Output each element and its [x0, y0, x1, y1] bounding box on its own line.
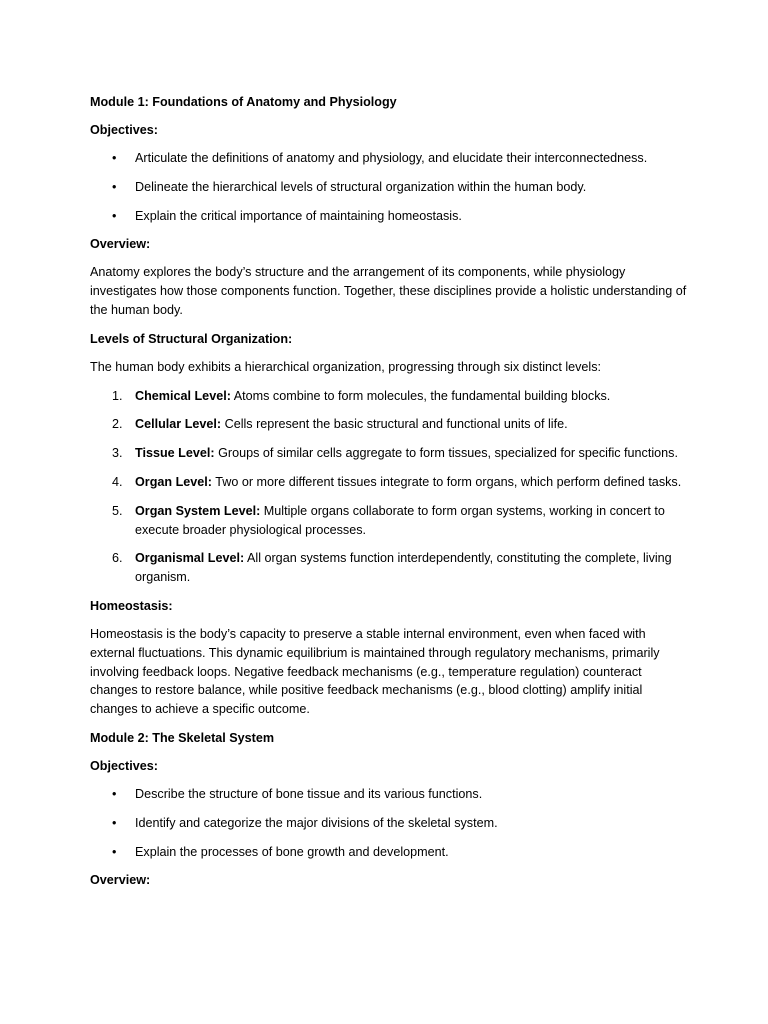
level-description: Multiple organs collaborate to form organ systems, working in concert to execute broader physiological processes.: [135, 503, 665, 537]
level-term: Tissue Level:: [135, 446, 215, 461]
objective-text: Articulate the definitions of anatomy and physiology, and elucidate their interconnectedness.: [135, 151, 648, 165]
objective-text: Delineate the hierarchical levels of structural organization within the human body.: [135, 179, 587, 194]
level-item: [90, 473, 690, 492]
bullet-marker: •: [112, 786, 117, 801]
module-2-objectives-heading: Objectives:: [90, 758, 158, 773]
module-1-overview-text: Anatomy explores the body’s structure and the arrangement of its components, while physiology investigates how those components function. Together, these disciplines provide a holistic understanding of the human body.: [90, 265, 687, 317]
level-item: [90, 415, 690, 434]
level-number: 5.: [112, 503, 123, 518]
objective-item: [90, 843, 690, 862]
objective-text: Explain the processes of bone growth and development.: [135, 844, 449, 859]
bullet-marker: •: [112, 815, 117, 830]
module-2-title: Module 2: The Skeletal System: [90, 730, 275, 745]
level-description: Groups of similar cells aggregate to form tissues, specialized for specific functions.: [214, 446, 678, 461]
homeostasis-text: Homeostasis is the body’s capacity to preserve a stable internal environment, even when faced with external fluctuations. This dynamic equilibrium is maintained through regulatory mechanisms, primarily involving feedback loops. Negative feedback mechanisms (e.g., temperature regulation) counteract changes to restore balance, while positive feedback mechanisms (e.g., blood clotting) amplify initial changes to achieve a specific outcome.: [90, 626, 660, 717]
objective-item: [90, 207, 690, 226]
document-content: [90, 93, 690, 899]
objective-item: [90, 149, 690, 168]
level-term: Chemical Level:: [135, 388, 231, 403]
module-1-overview-heading: Overview:: [90, 237, 151, 252]
module-1-objectives-heading: Objectives:: [90, 123, 158, 137]
homeostasis-heading: Homeostasis:: [90, 598, 173, 613]
level-description: Atoms combine to form molecules, the fundamental building blocks.: [230, 388, 611, 403]
objective-text: Describe the structure of bone tissue and its various functions.: [135, 786, 483, 801]
level-item: [90, 502, 690, 540]
level-number: 3.: [112, 446, 123, 461]
module-1-objectives-list: [90, 149, 690, 225]
level-term: Organ System Level:: [135, 503, 261, 518]
objective-item: [90, 814, 690, 833]
bullet-marker: •: [112, 179, 117, 194]
level-description: Cells represent the basic structural and functional units of life.: [221, 417, 568, 432]
level-number: 4.: [112, 474, 123, 489]
objective-text: Identify and categorize the major divisions of the skeletal system.: [135, 815, 498, 830]
objective-item: [90, 785, 690, 804]
module-2-overview-heading: Overview:: [90, 873, 151, 888]
level-description: All organ systems function interdependently, constituting the complete, living organism.: [135, 551, 672, 585]
level-term: Organismal Level:: [135, 551, 245, 566]
level-description: Two or more different tissues integrate to form organs, which perform defined tasks.: [211, 474, 682, 489]
levels-intro: The human body exhibits a hierarchical organization, progressing through six distinct levels:: [90, 359, 602, 374]
objective-text: Explain the critical importance of maintaining homeostasis.: [135, 208, 462, 223]
levels-list: [90, 387, 690, 587]
level-item: [90, 549, 690, 587]
level-number: 6.: [112, 551, 123, 566]
level-item: [90, 444, 690, 463]
level-item: [90, 387, 690, 406]
bullet-marker: •: [112, 208, 117, 223]
bullet-marker: •: [112, 151, 117, 165]
objective-item: [90, 178, 690, 197]
level-number: 2.: [112, 417, 123, 432]
levels-heading: Levels of Structural Organization:: [90, 331, 293, 346]
level-number: 1.: [112, 388, 123, 403]
level-term: Cellular Level:: [135, 417, 222, 432]
level-term: Organ Level:: [135, 474, 212, 489]
module-2-objectives-list: [90, 785, 690, 861]
bullet-marker: •: [112, 844, 117, 859]
module-1-title: Module 1: Foundations of Anatomy and Physiology: [90, 95, 397, 109]
